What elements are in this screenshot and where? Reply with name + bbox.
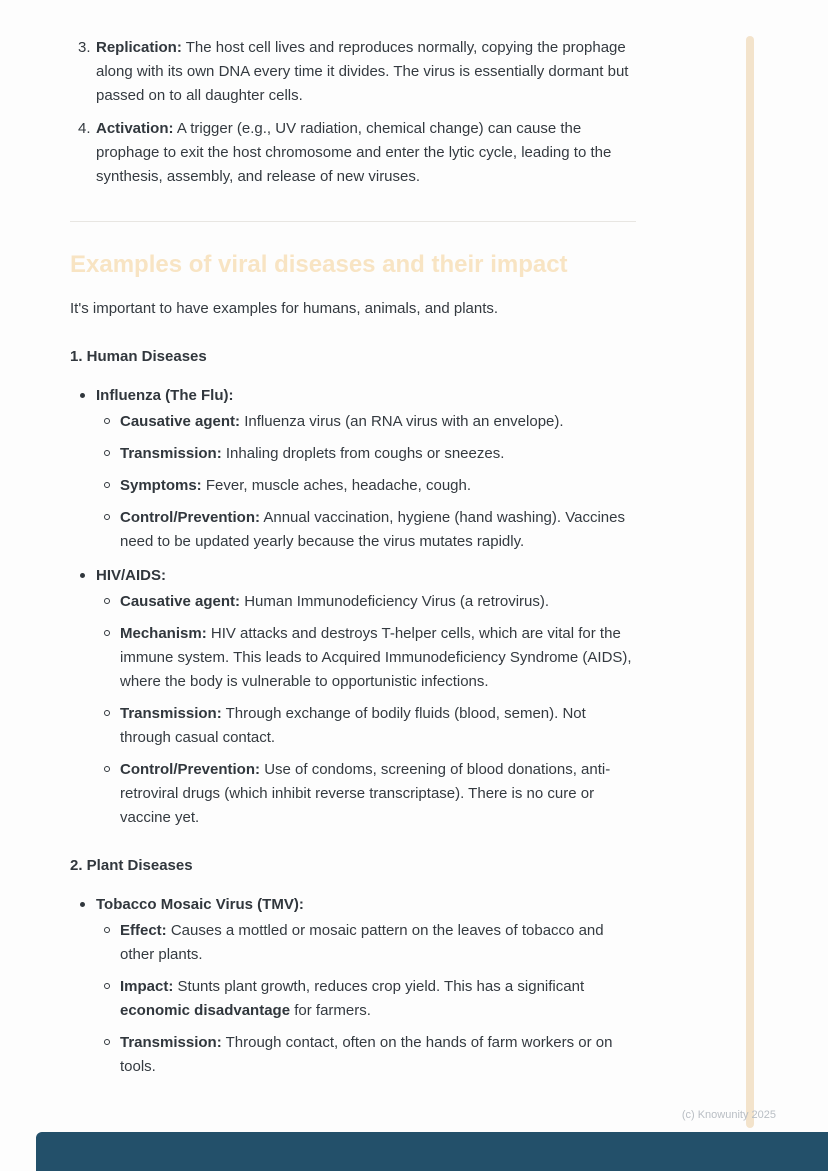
lysogenic-steps-list	[70, 36, 636, 189]
point-bold-phrase: economic disadvantage	[120, 1002, 291, 1019]
human-diseases-list	[70, 384, 636, 830]
point-label: Transmission:	[120, 1034, 222, 1051]
point-text: Influenza virus (an RNA virus with an envelope).	[244, 413, 564, 430]
point-text: Through exchange of bodily fluids (blood, semen). Not through casual contact.	[120, 705, 586, 746]
tmv-points	[96, 919, 636, 1079]
point-label: Symptoms:	[120, 477, 202, 494]
disease-name: Influenza (The Flu):	[96, 387, 234, 404]
point-text: Through contact, often on the hands of farm workers or on tools.	[120, 1034, 613, 1075]
point-label: Transmission:	[120, 445, 222, 462]
point-text: Inhaling droplets from coughs or sneezes.	[225, 445, 505, 462]
point-text: Human Immunodeficiency Virus (a retrovirus).	[244, 593, 550, 610]
point-control-prevention	[104, 506, 636, 554]
point-text-after: for farmers.	[294, 1002, 371, 1019]
point-label: Control/Prevention:	[120, 761, 261, 778]
point-causative-agent	[104, 590, 636, 614]
item-body: The host cell lives and reproduces normally, copying the prophage along with its own DNA every time it divides. The virus is essentially dormant but passed on to all daughter cells.	[96, 39, 629, 104]
subsection-title-human-diseases: 1. Human Diseases	[70, 348, 207, 365]
point-effect	[104, 919, 636, 967]
copyright-text: (c) Knowunity 2025	[681, 1109, 776, 1121]
point-impact	[104, 975, 636, 1023]
point-text: Annual vaccination, hygiene (hand washing). Vaccines need to be updated yearly because the virus mutates rapidly.	[120, 509, 625, 550]
point-transmission	[104, 1031, 636, 1079]
point-label: Effect:	[120, 922, 167, 939]
disease-name: HIV/AIDS:	[96, 567, 167, 584]
item-body: A trigger (e.g., UV radiation, chemical change) can cause the prophage to exit the host chromosome and enter the lytic cycle, leading to the synthesis, assembly, and release of new viruses.	[96, 120, 612, 185]
intro-paragraph: It's important to have examples for humans, animals, and plants.	[70, 300, 499, 317]
point-text: Fever, muscle aches, headache, cough.	[205, 477, 472, 494]
item-text	[96, 117, 636, 189]
list-item-replication	[78, 36, 636, 108]
item-label: Replication:	[96, 39, 182, 56]
point-text: Stunts plant growth, reduces crop yield. This has a significant	[177, 978, 585, 995]
point-symptoms	[104, 474, 636, 498]
item-number: 3.	[78, 39, 91, 56]
point-control-prevention	[104, 758, 636, 830]
point-text: Use of condoms, screening of blood donations, anti-retroviral drugs (which inhibit reverse transcriptase). There is no cure or vaccine yet.	[120, 761, 611, 826]
section-divider	[70, 221, 636, 222]
item-text	[96, 36, 636, 108]
point-label: Mechanism:	[120, 625, 207, 642]
section-heading: Examples of viral diseases and their impact	[70, 251, 568, 278]
point-label: Causative agent:	[120, 593, 241, 610]
disease-name: Tobacco Mosaic Virus (TMV):	[96, 896, 304, 913]
disease-hiv-aids	[80, 564, 636, 830]
disease-influenza	[80, 384, 636, 554]
point-label: Causative agent:	[120, 413, 241, 430]
influenza-points	[96, 410, 636, 554]
point-label: Impact:	[120, 978, 174, 995]
point-label: Transmission:	[120, 705, 222, 722]
disease-tmv	[80, 893, 636, 1079]
point-text: Causes a mottled or mosaic pattern on the leaves of tobacco and other plants.	[120, 922, 604, 963]
point-mechanism	[104, 622, 636, 694]
list-item-activation	[78, 117, 636, 189]
next-page-edge	[36, 1132, 828, 1171]
item-label: Activation:	[96, 120, 174, 137]
item-number: 4.	[78, 120, 91, 137]
point-transmission	[104, 702, 636, 750]
point-text: HIV attacks and destroys T-helper cells, which are vital for the immune system. This leads to Acquired Immunodeficiency Syndrome (AIDS), where the body is vulnerable to opportunistic infections.	[120, 625, 632, 690]
point-causative-agent	[104, 410, 636, 434]
point-transmission	[104, 442, 636, 466]
document-content	[70, 36, 636, 1089]
subsection-title-plant-diseases: 2. Plant Diseases	[70, 857, 193, 874]
scrollbar-thumb[interactable]	[746, 36, 754, 1128]
hiv-aids-points	[96, 590, 636, 830]
plant-diseases-list	[70, 893, 636, 1079]
point-label: Control/Prevention:	[120, 509, 261, 526]
